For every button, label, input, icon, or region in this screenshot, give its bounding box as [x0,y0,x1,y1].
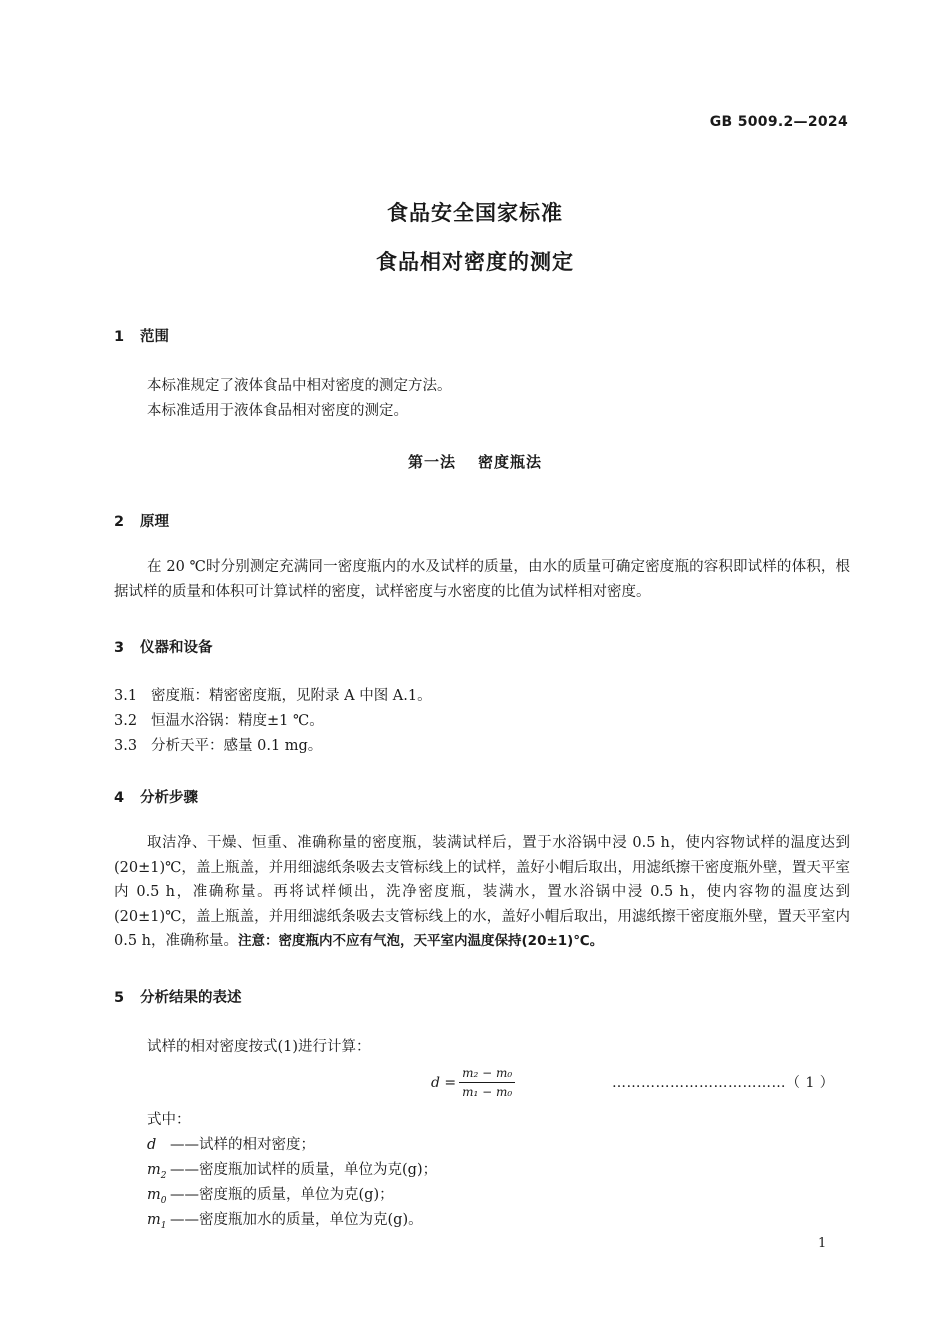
section-5-heading [114,986,242,1007]
section-number: 5 [114,990,125,1006]
section-number: 1 [114,329,125,345]
doc-title-line2: 食品相对密度的测定 [376,250,574,274]
item-number: 3.2 [114,713,138,729]
method-heading [0,451,950,472]
equipment-item [114,734,322,755]
item-number: 3.1 [114,688,138,704]
item-text: 恒温水浴锅：精度±1 ℃。 [151,713,324,729]
standard-number: GB 5009.2—2024 [709,114,848,130]
section-title: 范围 [140,329,169,345]
procedure-text: 取洁净、干燥、恒重、准确称量的密度瓶，装满试样后，置于水浴锅中浸 0.5 h，使内容物试样的温度达到(20±1)℃，盖上瓶盖，并用细滤纸条吸去支管标线上的试样，盖好小帽后取出，用滤纸擦干密度瓶外壁，置天平室内 0.5 h，准确称量。再将试样倾出，洗净密度瓶，装满水，置水浴锅中浸 0.5 h，使内容物的温度达到(20±1)℃，盖上瓶盖，并用细滤纸条吸去支管标线上的水，盖好小帽后取出，用滤纸擦干密度瓶外壁，置天平室内 0.5 h，准确称量。 [114,835,850,950]
section-number: 4 [114,790,125,806]
formula-numerator: m₂ − m₀ [459,1066,515,1083]
variable-symbol: $m_0$ [147,1187,167,1206]
section-2-heading [114,510,169,531]
variable-description: ——密度瓶加试样的质量，单位为克(g)； [170,1162,438,1178]
variable-description: ——试样的相对密度； [170,1137,315,1153]
variable-definition [147,1158,437,1181]
equipment-item [114,684,432,705]
variable-description: ——密度瓶加水的质量，单位为克(g)。 [170,1212,423,1228]
procedure-paragraph [114,831,850,954]
item-text: 分析天平：感量 0.1 mg。 [151,738,323,754]
formula-lhs: d = [431,1074,457,1091]
section-number: 2 [114,514,125,530]
section-title: 仪器和设备 [140,640,213,656]
formula-denominator: m₁ − m₀ [462,1085,513,1099]
formula-intro: 试样的相对密度按式(1)进行计算： [147,1039,371,1055]
principle-paragraph: 在 20 ℃时分别测定充满同一密度瓶内的水及试样的质量，由水的质量可确定密度瓶的容积即试样的体积，根据试样的质量和体积可计算试样的密度，试样密度与水密度的比值为试样相对密度。 [114,559,850,600]
variable-symbol: $m_2$ [147,1162,167,1181]
item-number: 3.3 [114,738,138,754]
variable-description: ——密度瓶的质量，单位为克(g)； [170,1187,394,1203]
section-number: 3 [114,640,125,656]
section-title: 分析结果的表述 [140,990,242,1006]
method-name: 密度瓶法 [478,453,543,471]
variable-symbol: d [147,1137,157,1153]
scope-paragraph-2: 本标准适用于液体食品相对密度的测定。 [147,403,408,419]
formula-fraction [459,1066,515,1099]
procedure-note: 注意：密度瓶内不应有气泡，天平室内温度保持(20±1)℃。 [238,933,604,950]
where-label: 式中： [147,1112,191,1128]
section-3-heading [114,636,213,657]
section-1-heading [114,325,169,346]
variable-definition [147,1183,394,1206]
equipment-item [114,709,324,730]
method-part: 第一法 [407,453,456,471]
item-text: 密度瓶：精密密度瓶，见附录 A 中图 A.1。 [151,688,432,704]
formula-number: ………………………………（ 1 ） [612,1075,835,1091]
section-title: 分析步骤 [140,790,198,806]
scope-paragraph-1: 本标准规定了液体食品中相对密度的测定方法。 [147,378,452,394]
variable-definition [147,1133,315,1156]
variable-definition [147,1208,423,1231]
variable-symbol: $m_1$ [147,1212,167,1231]
section-title: 原理 [140,514,169,530]
page-number: 1 [818,1236,827,1251]
section-4-heading [114,786,198,807]
formula [431,1066,515,1099]
doc-title-line1: 食品安全国家标准 [387,201,563,225]
